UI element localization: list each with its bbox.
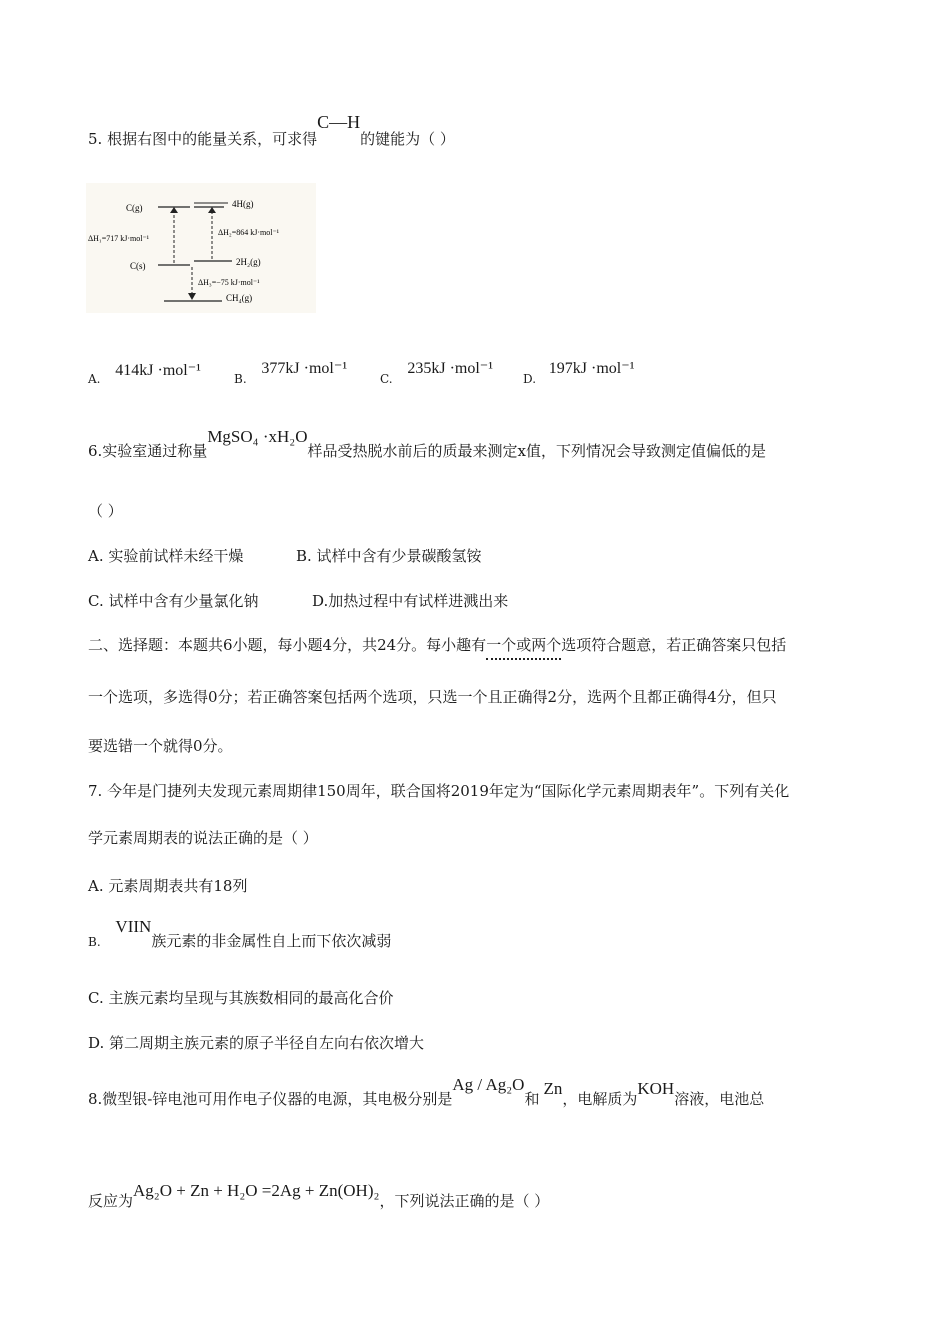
diagram-cs: C(s) [130,261,146,271]
q5-option-d: D. 197kJ ·mol⁻¹ [523,360,635,386]
q6-option-d: D.加热过程中有试样进溅出来 [312,592,509,610]
q8-line2: 反应为Ag₂O + Zn + H₂O =2Ag + Zn(OH)₂，下列说法正确的是（ ） [88,1181,550,1210]
diagram-dh3: ΔH₃=−75 kJ·mol⁻¹ [198,278,260,287]
diagram-ch4: CH₄(g) [226,293,253,303]
energy-diagram [86,183,316,313]
q5-option-b: B. 377kJ ·mol⁻¹ [234,360,348,386]
diagram-cg: C(g) [126,203,143,213]
section2-line1: 二、选择题：本题共6小题，每小题4分，共24分。每小趣有一个或两个选项符合题意，若正确答案只包括 [88,634,786,655]
q7-option-c: C. 主族元素均呈现与其族数相同的最高化合价 [88,989,394,1007]
q6-formula: MgSO₄ ·xH₂O [207,427,308,446]
section2-line2: 一个选项，多选得0分；若正确答案包括两个选项，只选一个且正确得2分，选两个且都正确得4分，但只 [88,688,777,706]
q5-suffix: 的键能为（ ） [360,130,455,148]
q7-option-a: A. 元素周期表共有18列 [88,877,248,895]
q6-paren: （ ） [88,502,123,520]
q8-line1: 8.微型银-锌电池可用作电子仪器的电源，其电极分别是Ag / Ag₂O和Zn，电解质为KOH溶液，电池总 [88,1075,765,1108]
q7-line1: 7. 今年是门捷列夫发现元素周期律150周年，联合国将2019年定为“国际化学元素周期表年”。下列有关化 [88,782,790,800]
q7-group-formula: VIIN [115,917,152,936]
diagram-4h: 4H(g) [232,199,254,209]
q6-stem: 6.实验室通过称量MgSO₄ ·xH₂O样品受热脱水前后的质最来测定x值，下列情况会导致测定值偏低的是 [88,427,766,460]
section2-line3: 要选错一个就得0分。 [88,737,233,755]
emphasis-text: 一个或两个 [486,636,561,660]
q6-option-c: C. 试样中含有少量氯化钠 [88,592,259,610]
q7-option-b: B. VIIN族元素的非金属性自上而下依次减弱 [88,917,392,950]
q6-option-a: A. 实验前试样未经干燥 [88,547,244,565]
q7-line2: 学元素周期表的说法正确的是（ ） [88,829,318,847]
diagram-dh2: ΔH₂=864 kJ·mol⁻¹ [218,228,280,237]
q5-prefix: 5. 根据右图中的能量关系，可求得 [88,130,318,148]
diagram-2h2: 2H₂(g) [236,257,261,267]
q5-option-c: C. 235kJ ·mol⁻¹ [380,360,494,386]
q5-bond: C—H [317,112,361,132]
q8-electrode2: Zn [543,1079,563,1098]
q8-electrolyte: KOH [637,1079,675,1098]
q5-stem [88,112,455,149]
diagram-dh1: ΔH₁=717 kJ·mol⁻¹ [88,234,150,243]
q7-option-d: D. 第二周期主族元素的原子半径自左向右依次增大 [88,1034,425,1052]
q8-electrode1: Ag / Ag₂O [452,1075,525,1094]
q5-option-a: A. 414kJ ·mol⁻¹ [88,362,201,386]
q6-option-b: B. 试样中含有少景碳酸氢铵 [296,547,482,565]
q8-reaction: Ag₂O + Zn + H₂O =2Ag + Zn(OH)₂ [133,1181,380,1200]
